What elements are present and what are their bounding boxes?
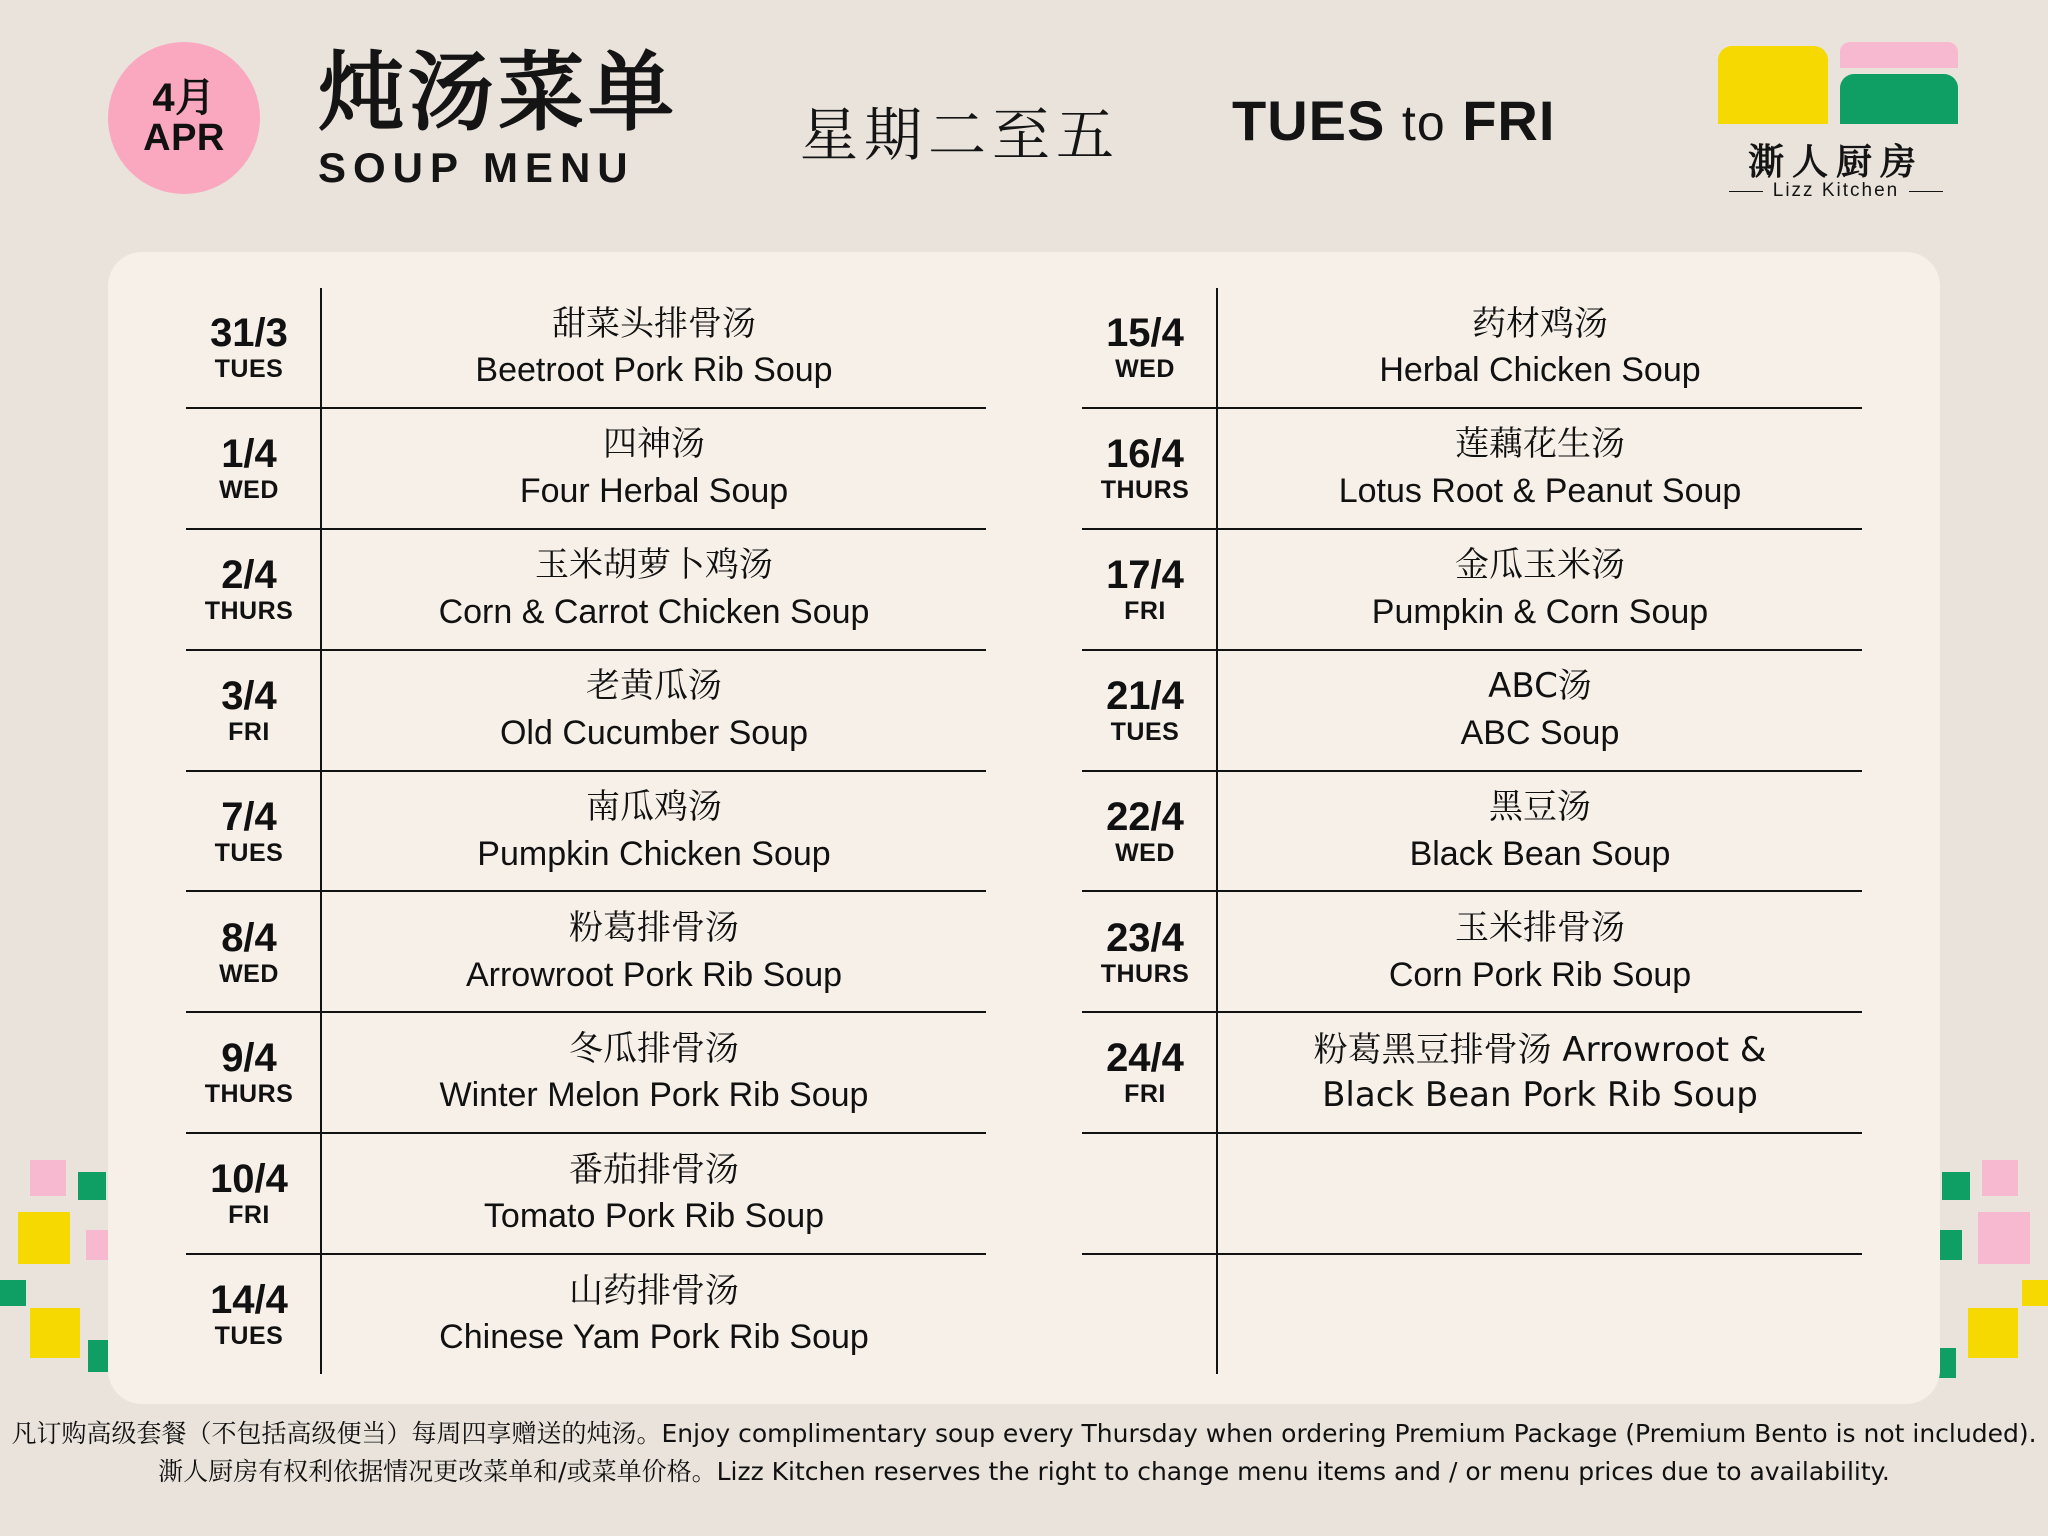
date-weekday: WED xyxy=(1115,838,1175,867)
footnote-line-1: 凡订购高级套餐（不包括高级便当）每周四享赠送的炖汤。Enjoy complimentary soup every Thursday when ordering Premium Package (Premium Bento is not included). xyxy=(11,1418,2037,1448)
soup-name-cn: 老黄瓜汤 xyxy=(586,666,722,707)
menu-column-left xyxy=(108,252,1024,1404)
soup-cell xyxy=(1218,415,1862,521)
date-weekday: THURS xyxy=(204,596,294,625)
date-number: 3/4 xyxy=(221,673,277,718)
date-weekday: FRI xyxy=(228,1201,270,1230)
soup-cell xyxy=(322,1020,986,1126)
soup-cell xyxy=(1218,1185,1862,1203)
soup-name-cn: 金瓜玉米汤 xyxy=(1455,545,1625,586)
logo-name-en: Lizz Kitchen xyxy=(1772,180,1900,201)
soup-cell xyxy=(322,899,986,1005)
table-row xyxy=(186,651,986,772)
soup-name-en: Lotus Root & Peanut Soup xyxy=(1338,472,1742,510)
table-row xyxy=(1082,892,1862,1013)
table-row xyxy=(186,530,986,651)
table-row xyxy=(186,288,986,409)
date-number: 24/4 xyxy=(1106,1036,1184,1081)
date-number: 9/4 xyxy=(221,1036,277,1081)
soup-name-cn: 药材鸡汤 xyxy=(1472,303,1608,344)
soup-name-cn: 冬瓜排骨汤 xyxy=(569,1028,739,1069)
date-weekday: WED xyxy=(219,475,279,504)
month-badge xyxy=(108,42,260,194)
table-row xyxy=(1082,1013,1862,1134)
brand-logo xyxy=(1712,38,1960,206)
date-number: 22/4 xyxy=(1106,794,1184,839)
date-weekday: TUES xyxy=(1110,717,1180,746)
table-row xyxy=(186,1255,986,1374)
date-number: 16/4 xyxy=(1106,431,1184,476)
date-cell xyxy=(186,892,322,1011)
soup-cell xyxy=(322,1141,986,1247)
soup-name-en: Beetroot Pork Rib Soup xyxy=(475,351,833,390)
soup-name-cn: 甜菜头排骨汤 xyxy=(552,303,756,344)
date-weekday: FRI xyxy=(1124,1080,1166,1109)
date-cell xyxy=(1082,409,1218,528)
date-number: 15/4 xyxy=(1106,311,1184,356)
subtitle-fri: FRI xyxy=(1462,89,1556,152)
date-cell xyxy=(186,288,322,407)
soup-name-en: Corn & Carrot Chicken Soup xyxy=(438,592,870,631)
soup-name-en: Winter Melon Pork Rib Soup xyxy=(439,1076,869,1115)
soup-cell xyxy=(1218,295,1862,401)
soup-cell xyxy=(1218,778,1862,884)
date-weekday: THURS xyxy=(204,1080,294,1109)
title-english: SOUP MENU xyxy=(318,144,635,192)
date-number: 31/3 xyxy=(210,311,288,356)
table-row-empty xyxy=(1082,1134,1862,1255)
table-row xyxy=(1082,772,1862,893)
logo-rule-right xyxy=(1909,191,1943,192)
date-weekday: TUES xyxy=(214,355,284,384)
menu-card xyxy=(108,252,1940,1404)
date-number: 10/4 xyxy=(210,1157,288,1202)
footnote xyxy=(0,1415,2048,1493)
soup-name-cn: 四神汤 xyxy=(603,424,705,465)
logo-shape-pink xyxy=(1840,42,1958,68)
date-cell xyxy=(1082,892,1218,1011)
date-cell xyxy=(186,409,322,528)
soup-name-cn: ABC汤 xyxy=(1488,666,1592,707)
table-row xyxy=(186,1134,986,1255)
table-row xyxy=(186,892,986,1013)
menu-columns xyxy=(108,252,1940,1404)
soup-name-en: Arrowroot Pork Rib Soup xyxy=(465,955,843,994)
soup-cell xyxy=(322,536,986,642)
soup-name-cn: 玉米排骨汤 xyxy=(1455,908,1625,949)
date-weekday: WED xyxy=(1115,355,1175,384)
date-weekday: THURS xyxy=(1100,475,1190,504)
soup-name-en: Four Herbal Soup xyxy=(519,472,789,510)
date-cell xyxy=(186,1255,322,1374)
date-number: 8/4 xyxy=(221,915,277,960)
table-row xyxy=(1082,288,1862,409)
date-weekday: FRI xyxy=(1124,596,1166,625)
logo-name-cn: 澌人厨房 xyxy=(1747,142,1924,183)
soup-cell xyxy=(322,657,986,763)
soup-name-cn: 番茄排骨汤 xyxy=(569,1149,739,1190)
date-number: 14/4 xyxy=(210,1278,288,1323)
soup-cell xyxy=(1218,657,1862,763)
table-row xyxy=(186,409,986,530)
date-cell xyxy=(186,651,322,770)
soup-cell xyxy=(322,415,986,521)
soup-cell xyxy=(322,778,986,884)
date-weekday: TUES xyxy=(214,1322,284,1351)
date-cell xyxy=(1082,1255,1218,1374)
date-cell xyxy=(1082,1134,1218,1253)
soup-name-en: Corn Pork Rib Soup xyxy=(1388,955,1692,994)
date-weekday: THURS xyxy=(1100,959,1190,988)
soup-cell xyxy=(322,295,986,401)
soup-name-en: Black Bean Soup xyxy=(1409,834,1671,873)
date-weekday: FRI xyxy=(228,717,270,746)
poster-header xyxy=(0,0,2048,240)
table-row xyxy=(186,772,986,893)
date-weekday: WED xyxy=(219,959,279,988)
subtitle-to: to xyxy=(1401,95,1446,151)
soup-cell xyxy=(322,1262,986,1368)
soup-name-line1: 粉葛黑豆排骨汤 Arrowroot & xyxy=(1313,1029,1767,1070)
date-cell xyxy=(186,772,322,891)
subtitle-tues: TUES xyxy=(1232,89,1386,152)
soup-cell xyxy=(1218,1306,1862,1324)
soup-name-en: Old Cucumber Soup xyxy=(499,713,809,752)
table-row xyxy=(1082,409,1862,530)
soup-name-line2: Black Bean Pork Rib Soup xyxy=(1322,1074,1758,1115)
soup-name-cn: 粉葛排骨汤 xyxy=(569,908,739,949)
soup-name-en: Herbal Chicken Soup xyxy=(1379,351,1701,390)
date-weekday: TUES xyxy=(214,838,284,867)
date-number: 2/4 xyxy=(221,552,277,597)
soup-name-cn: 山药排骨汤 xyxy=(569,1270,739,1311)
date-cell xyxy=(1082,772,1218,891)
soup-name-en: ABC Soup xyxy=(1460,713,1620,752)
table-row xyxy=(186,1013,986,1134)
subtitle-english xyxy=(1232,88,1555,153)
date-cell xyxy=(1082,1013,1218,1132)
month-badge-en: APR xyxy=(143,117,225,160)
date-cell xyxy=(186,1134,322,1253)
page-title xyxy=(318,43,678,192)
soup-cell xyxy=(1218,899,1862,1005)
date-cell xyxy=(1082,530,1218,649)
logo-shape-yellow xyxy=(1718,46,1828,124)
date-number: 21/4 xyxy=(1106,673,1184,718)
date-cell xyxy=(1082,651,1218,770)
soup-name-en: Pumpkin & Corn Soup xyxy=(1371,592,1709,631)
soup-cell xyxy=(1218,1020,1862,1126)
logo-shape-green xyxy=(1840,74,1958,124)
soup-name-cn: 玉米胡萝卜鸡汤 xyxy=(535,545,773,586)
date-number: 23/4 xyxy=(1106,915,1184,960)
subtitle-chinese: 星期二至五 xyxy=(800,101,1121,169)
date-number: 7/4 xyxy=(221,794,277,839)
menu-column-right xyxy=(1024,252,1940,1404)
soup-name-cn: 南瓜鸡汤 xyxy=(586,787,722,828)
soup-name-en: Chinese Yam Pork Rib Soup xyxy=(439,1318,869,1357)
soup-name-cn: 莲藕花生汤 xyxy=(1455,424,1625,465)
table-row-empty xyxy=(1082,1255,1862,1374)
date-cell xyxy=(1082,288,1218,407)
soup-name-en: Tomato Pork Rib Soup xyxy=(483,1197,825,1236)
soup-cell xyxy=(1218,536,1862,642)
date-number: 17/4 xyxy=(1106,552,1184,597)
footnote-line-2: 澌人厨房有权利依据情况更改菜单和/或菜单价格。Lizz Kitchen reserves the right to change menu items and / or menu prices due to availability. xyxy=(158,1457,1890,1487)
table-row xyxy=(1082,651,1862,772)
date-cell xyxy=(186,1013,322,1132)
logo-rule-left xyxy=(1729,191,1763,192)
soup-name-en: Pumpkin Chicken Soup xyxy=(477,834,831,873)
table-row xyxy=(1082,530,1862,651)
soup-name-cn: 黑豆汤 xyxy=(1489,787,1591,828)
logo-name-en-wrap xyxy=(1712,180,1960,202)
date-number: 1/4 xyxy=(221,431,277,476)
date-cell xyxy=(186,530,322,649)
month-badge-cn: 4月 xyxy=(152,76,216,121)
title-chinese: 炖汤菜单 xyxy=(318,43,678,143)
